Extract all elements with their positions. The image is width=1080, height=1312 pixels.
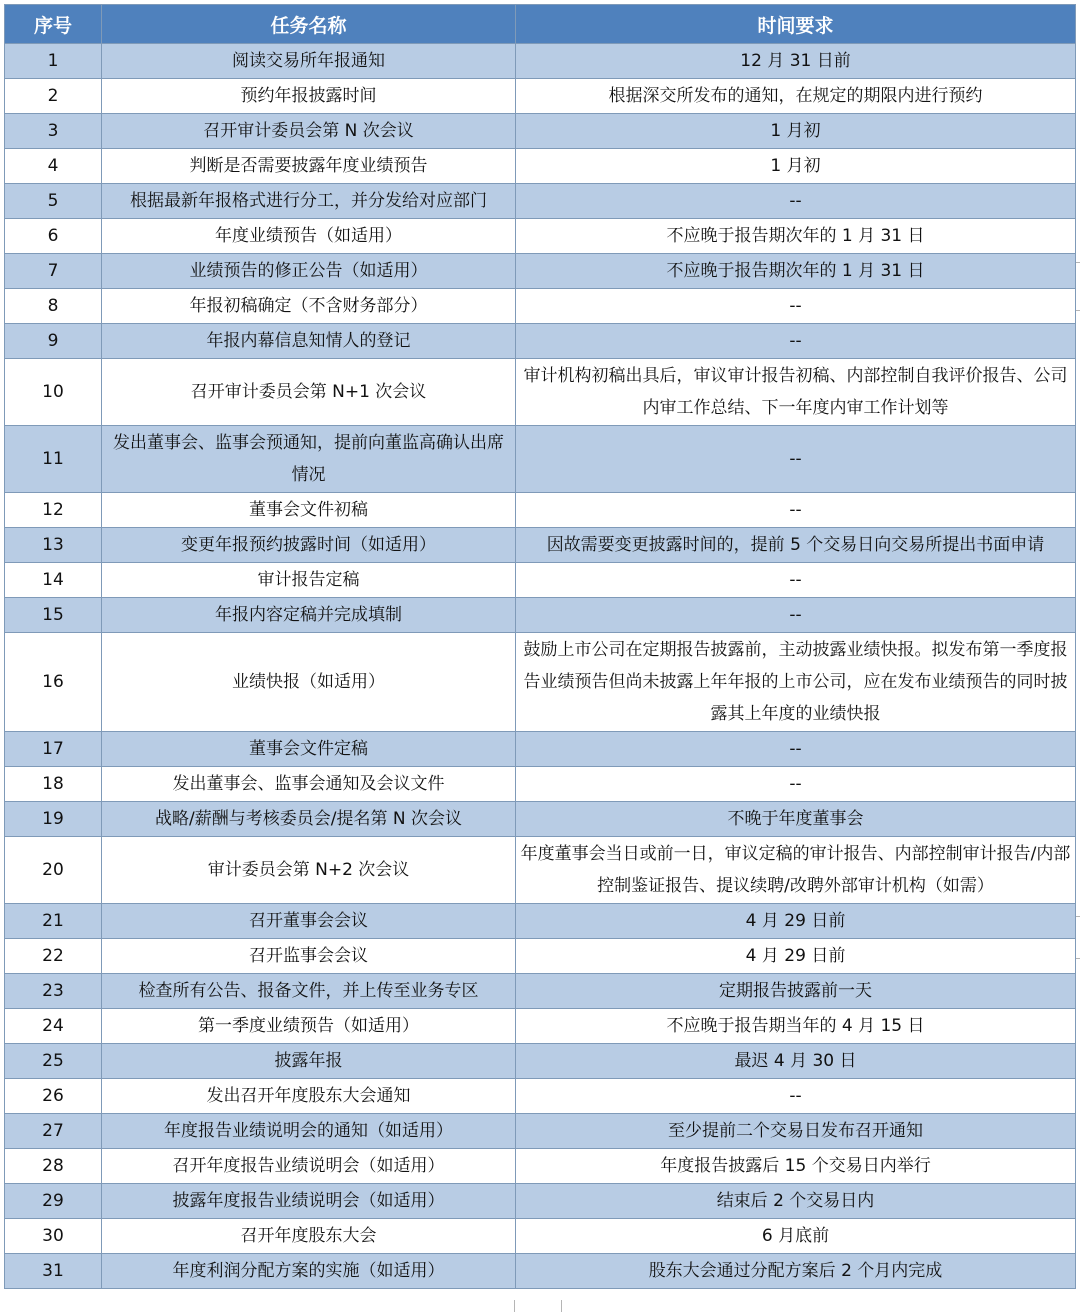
column-header-seq: 序号 xyxy=(5,5,102,44)
cell-time: -- xyxy=(516,184,1076,219)
table-row xyxy=(5,1184,1076,1219)
cell-task: 业绩预告的修正公告（如适用） xyxy=(102,254,516,289)
cell-time: -- xyxy=(516,289,1076,324)
cell-task: 董事会文件定稿 xyxy=(102,732,516,767)
cell-task: 阅读交易所年报通知 xyxy=(102,44,516,79)
cell-seq: 27 xyxy=(5,1114,102,1149)
cell-time: 6 月底前 xyxy=(516,1219,1076,1254)
cell-seq: 18 xyxy=(5,767,102,802)
cell-time: -- xyxy=(516,493,1076,528)
cell-time: 定期报告披露前一天 xyxy=(516,974,1076,1009)
cell-task: 发出召开年度股东大会通知 xyxy=(102,1079,516,1114)
cell-time: 年度报告披露后 15 个交易日内举行 xyxy=(516,1149,1076,1184)
table-row xyxy=(5,114,1076,149)
table-row xyxy=(5,184,1076,219)
table-row xyxy=(5,974,1076,1009)
cell-task: 发出董事会、监事会通知及会议文件 xyxy=(102,767,516,802)
cell-seq: 13 xyxy=(5,528,102,563)
cell-time: 年度董事会当日或前一日，审议定稿的审计报告、内部控制审计报告/内部控制鉴证报告、提议续聘/改聘外部审计机构（如需） xyxy=(516,837,1076,904)
cell-task: 召开年度报告业绩说明会（如适用） xyxy=(102,1149,516,1184)
column-header-task: 任务名称 xyxy=(102,5,516,44)
cell-seq: 1 xyxy=(5,44,102,79)
cell-seq: 20 xyxy=(5,837,102,904)
cell-task: 审计委员会第 N+2 次会议 xyxy=(102,837,516,904)
cell-seq: 14 xyxy=(5,563,102,598)
cell-seq: 25 xyxy=(5,1044,102,1079)
cell-time: 不应晚于报告期次年的 1 月 31 日 xyxy=(516,254,1076,289)
table-row xyxy=(5,149,1076,184)
table-row xyxy=(5,1009,1076,1044)
cell-seq: 9 xyxy=(5,324,102,359)
cell-seq: 7 xyxy=(5,254,102,289)
table-row xyxy=(5,732,1076,767)
cell-task: 发出董事会、监事会预通知，提前向董监高确认出席情况 xyxy=(102,426,516,493)
cell-time: 4 月 29 日前 xyxy=(516,939,1076,974)
cell-task: 预约年报披露时间 xyxy=(102,79,516,114)
column-header-time: 时间要求 xyxy=(516,5,1076,44)
cell-task: 披露年报 xyxy=(102,1044,516,1079)
cropped-border-line xyxy=(1076,310,1080,311)
cell-time: -- xyxy=(516,598,1076,633)
table-row xyxy=(5,219,1076,254)
cell-seq: 29 xyxy=(5,1184,102,1219)
table-row xyxy=(5,802,1076,837)
cell-time: 股东大会通过分配方案后 2 个月内完成 xyxy=(516,1254,1076,1289)
cell-task: 判断是否需要披露年度业绩预告 xyxy=(102,149,516,184)
cell-task: 检查所有公告、报备文件，并上传至业务专区 xyxy=(102,974,516,1009)
cell-seq: 4 xyxy=(5,149,102,184)
cell-time: 不晚于年度董事会 xyxy=(516,802,1076,837)
cell-seq: 11 xyxy=(5,426,102,493)
cell-time: 4 月 29 日前 xyxy=(516,904,1076,939)
cell-task: 召开审计委员会第 N+1 次会议 xyxy=(102,359,516,426)
cell-task: 根据最新年报格式进行分工，并分发给对应部门 xyxy=(102,184,516,219)
cropped-border-line xyxy=(1076,262,1080,263)
cell-seq: 23 xyxy=(5,974,102,1009)
cropped-border-line xyxy=(1076,958,1080,959)
cell-time: 不应晚于报告期次年的 1 月 31 日 xyxy=(516,219,1076,254)
cell-task: 年报内幕信息知情人的登记 xyxy=(102,324,516,359)
cell-time: 不应晚于报告期当年的 4 月 15 日 xyxy=(516,1009,1076,1044)
cell-time: 鼓励上市公司在定期报告披露前，主动披露业绩快报。拟发布第一季度报告业绩预告但尚未披露上年年报的上市公司，应在发布业绩预告的同时披露其上年度的业绩快报 xyxy=(516,633,1076,732)
table-row xyxy=(5,1254,1076,1289)
cell-seq: 26 xyxy=(5,1079,102,1114)
table-row xyxy=(5,563,1076,598)
cell-time: 结束后 2 个交易日内 xyxy=(516,1184,1076,1219)
table-row xyxy=(5,426,1076,493)
table-row xyxy=(5,528,1076,563)
table-row xyxy=(5,1044,1076,1079)
cell-task: 年度利润分配方案的实施（如适用） xyxy=(102,1254,516,1289)
cell-task: 变更年报预约披露时间（如适用） xyxy=(102,528,516,563)
table-row xyxy=(5,1079,1076,1114)
cell-task: 年度业绩预告（如适用） xyxy=(102,219,516,254)
cell-seq: 8 xyxy=(5,289,102,324)
cell-task: 第一季度业绩预告（如适用） xyxy=(102,1009,516,1044)
task-schedule-table-container xyxy=(4,4,1075,1289)
cropped-border-line xyxy=(1076,916,1080,917)
cell-task: 审计报告定稿 xyxy=(102,563,516,598)
table-header-row xyxy=(5,5,1076,44)
cell-task: 年度报告业绩说明会的通知（如适用） xyxy=(102,1114,516,1149)
cell-task: 召开董事会会议 xyxy=(102,904,516,939)
cell-seq: 22 xyxy=(5,939,102,974)
cell-task: 年报初稿确定（不含财务部分） xyxy=(102,289,516,324)
cell-seq: 24 xyxy=(5,1009,102,1044)
cell-time: 审计机构初稿出具后，审议审计报告初稿、内部控制自我评价报告、公司内审工作总结、下一年度内审工作计划等 xyxy=(516,359,1076,426)
cell-seq: 16 xyxy=(5,633,102,732)
cell-time: 最迟 4 月 30 日 xyxy=(516,1044,1076,1079)
table-row xyxy=(5,324,1076,359)
cell-time: 1 月初 xyxy=(516,114,1076,149)
cell-seq: 17 xyxy=(5,732,102,767)
cell-seq: 3 xyxy=(5,114,102,149)
cell-time: 根据深交所发布的通知，在规定的期限内进行预约 xyxy=(516,79,1076,114)
cropped-border-line xyxy=(561,1300,562,1312)
cell-task: 披露年度报告业绩说明会（如适用） xyxy=(102,1184,516,1219)
cropped-border-line xyxy=(514,1300,515,1312)
cell-task: 战略/薪酬与考核委员会/提名第 N 次会议 xyxy=(102,802,516,837)
cell-task: 召开监事会会议 xyxy=(102,939,516,974)
cell-time: 12 月 31 日前 xyxy=(516,44,1076,79)
cell-time: 至少提前二个交易日发布召开通知 xyxy=(516,1114,1076,1149)
cell-seq: 30 xyxy=(5,1219,102,1254)
cell-seq: 28 xyxy=(5,1149,102,1184)
cell-seq: 15 xyxy=(5,598,102,633)
table-row xyxy=(5,1114,1076,1149)
cell-seq: 5 xyxy=(5,184,102,219)
cell-task: 年报内容定稿并完成填制 xyxy=(102,598,516,633)
table-row xyxy=(5,939,1076,974)
table-row xyxy=(5,598,1076,633)
cell-time: -- xyxy=(516,767,1076,802)
table-row xyxy=(5,44,1076,79)
cell-seq: 19 xyxy=(5,802,102,837)
cell-task: 召开年度股东大会 xyxy=(102,1219,516,1254)
table-body xyxy=(5,44,1076,1289)
table-row xyxy=(5,767,1076,802)
table-row xyxy=(5,837,1076,904)
cell-time: -- xyxy=(516,324,1076,359)
cell-time: -- xyxy=(516,732,1076,767)
cell-seq: 10 xyxy=(5,359,102,426)
task-schedule-table xyxy=(4,4,1076,1289)
table-row xyxy=(5,289,1076,324)
table-row xyxy=(5,904,1076,939)
table-row xyxy=(5,254,1076,289)
cell-seq: 31 xyxy=(5,1254,102,1289)
cell-seq: 12 xyxy=(5,493,102,528)
cell-time: -- xyxy=(516,426,1076,493)
table-row xyxy=(5,1149,1076,1184)
table-row xyxy=(5,79,1076,114)
cell-seq: 6 xyxy=(5,219,102,254)
cell-time: 因故需要变更披露时间的，提前 5 个交易日向交易所提出书面申请 xyxy=(516,528,1076,563)
cell-seq: 21 xyxy=(5,904,102,939)
table-row xyxy=(5,359,1076,426)
cell-task: 召开审计委员会第 N 次会议 xyxy=(102,114,516,149)
table-row xyxy=(5,633,1076,732)
cell-time: 1 月初 xyxy=(516,149,1076,184)
cell-time: -- xyxy=(516,1079,1076,1114)
cell-task: 董事会文件初稿 xyxy=(102,493,516,528)
table-row xyxy=(5,493,1076,528)
table-row xyxy=(5,1219,1076,1254)
cell-time: -- xyxy=(516,563,1076,598)
cell-seq: 2 xyxy=(5,79,102,114)
cell-task: 业绩快报（如适用） xyxy=(102,633,516,732)
